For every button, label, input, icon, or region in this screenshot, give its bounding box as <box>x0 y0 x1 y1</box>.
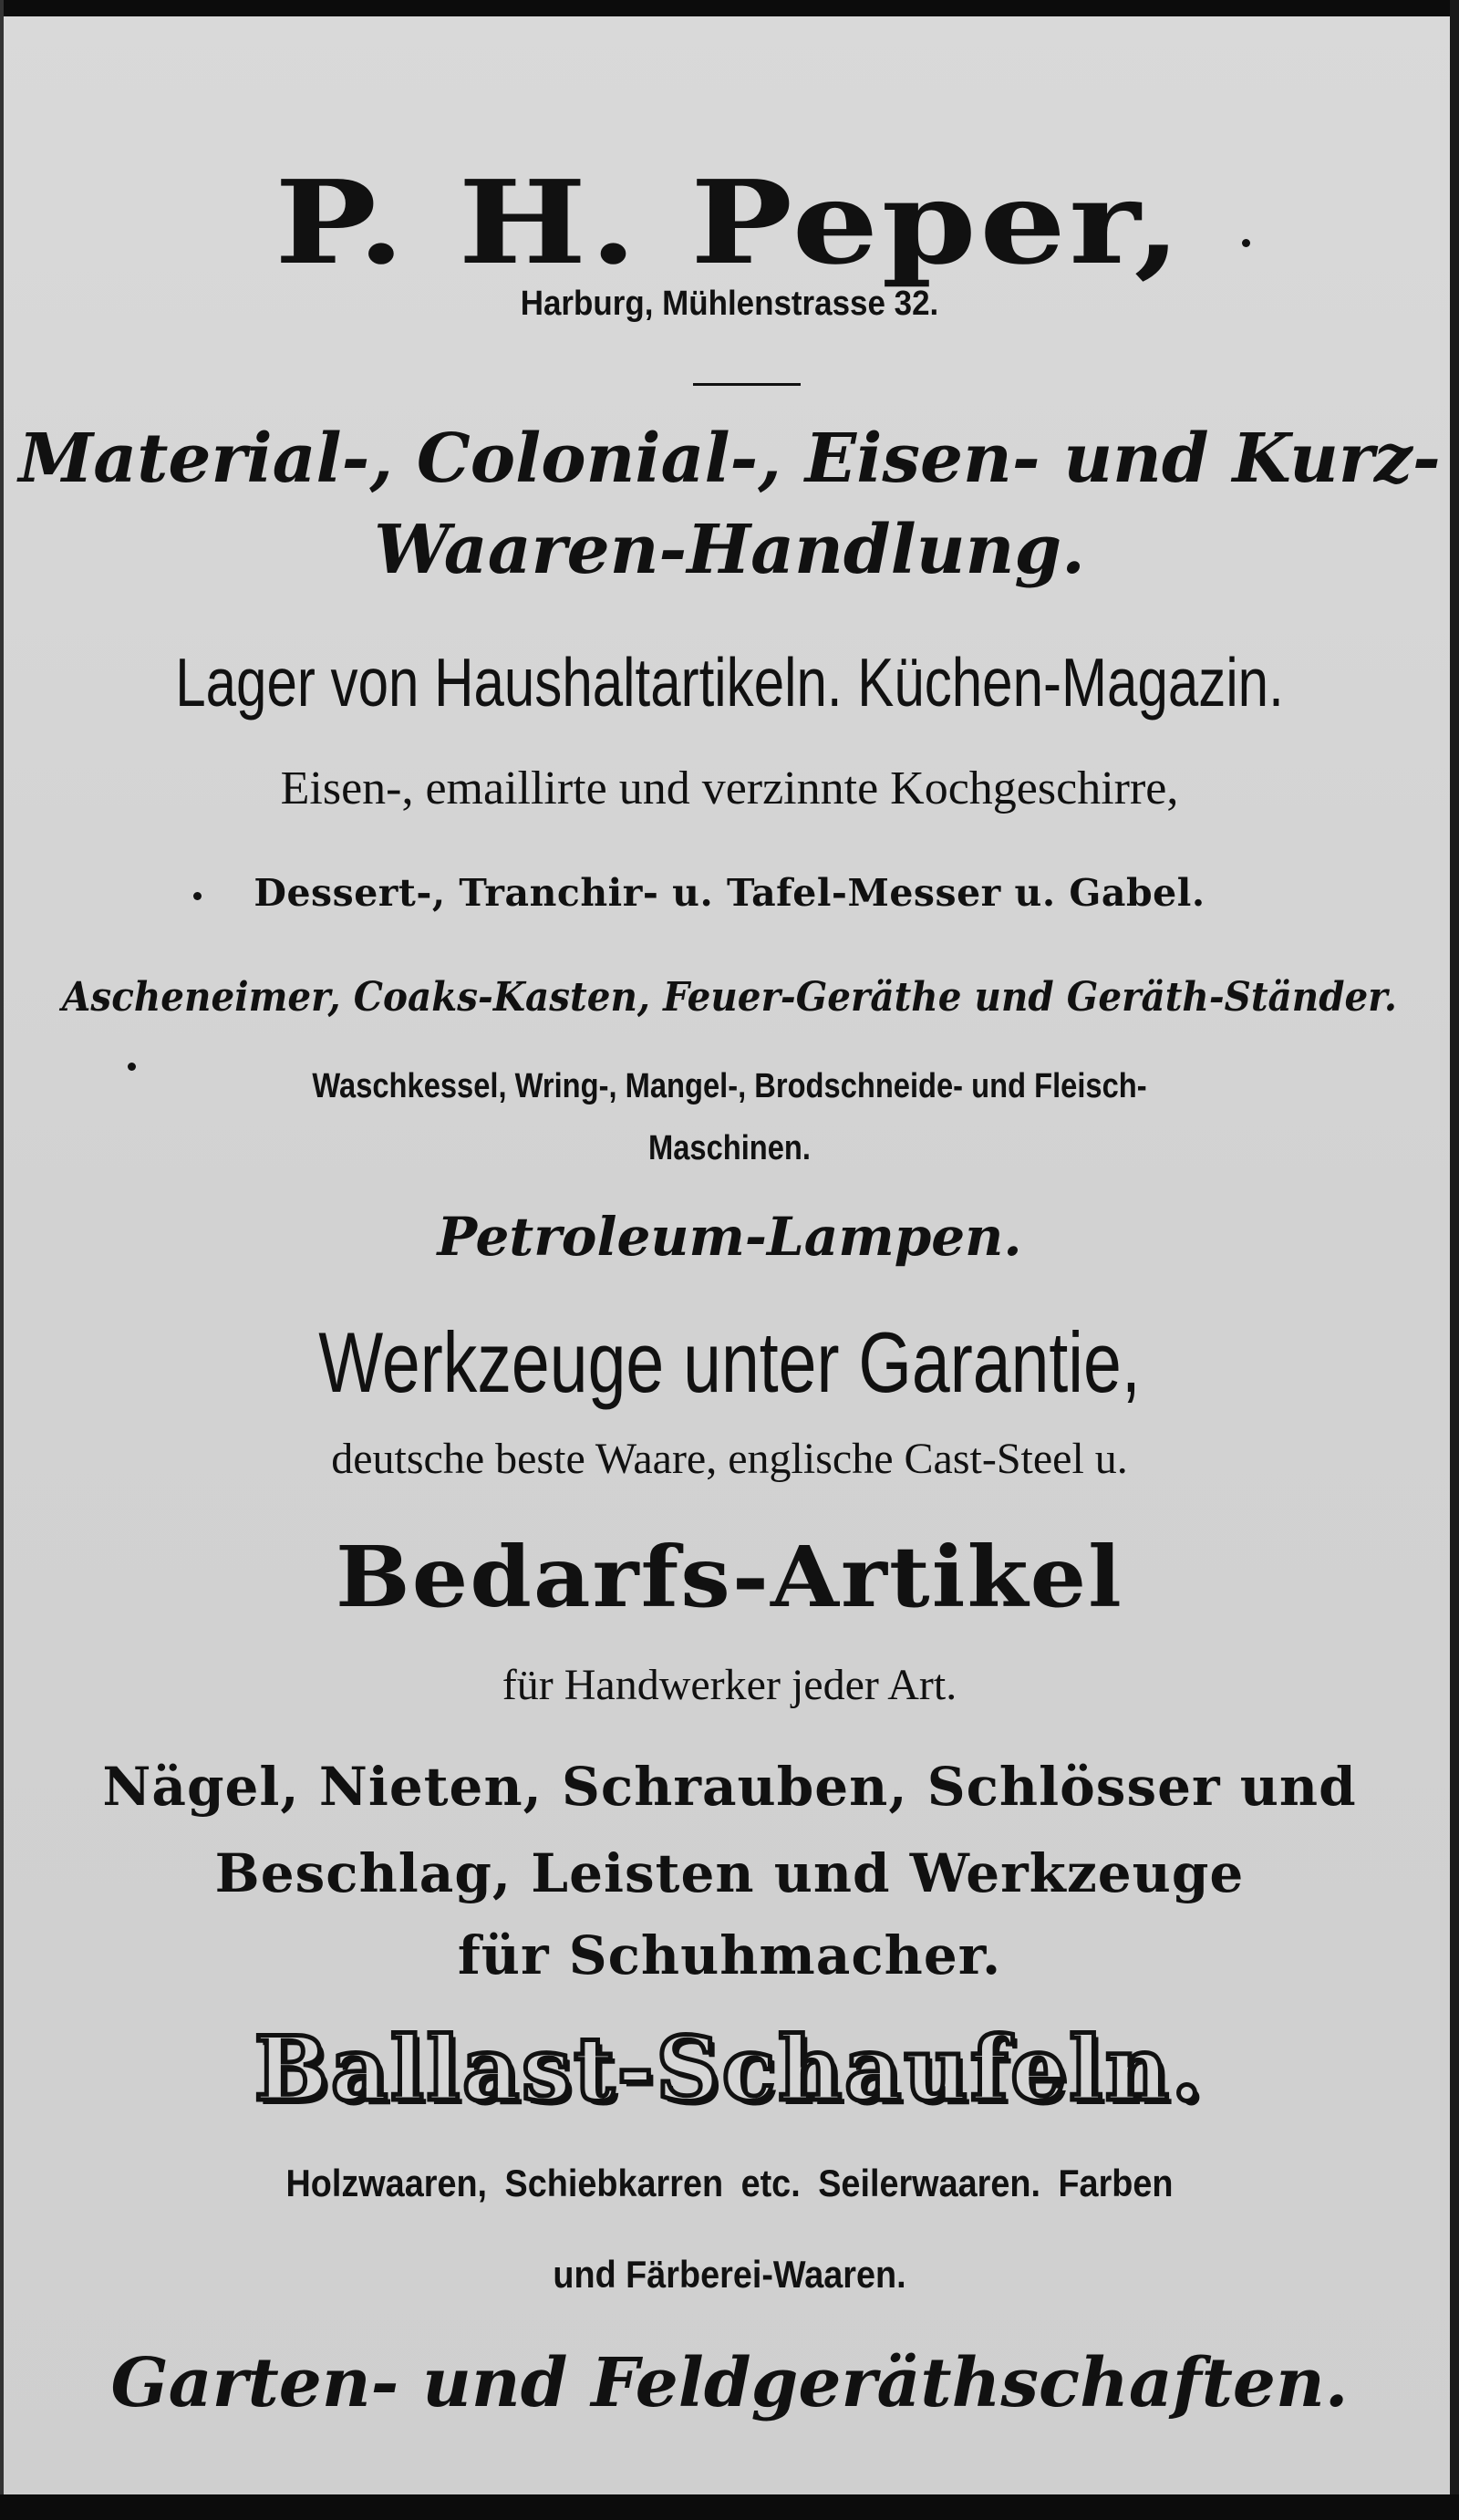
deutsche-line: deutsche beste Waare, englische Cast-Steel u. <box>331 1435 1128 1483</box>
bedarfs-heading: Bedarfs-Artikel <box>336 1528 1123 1626</box>
lager-line: Lager von Haushaltartikeln. Küchen-Magazin. <box>175 644 1284 721</box>
ballast-heading: Ballast-Schaufeln. <box>254 2017 1205 2121</box>
trade-heading-line1: Material-, Colonial-, Eisen- und Kurz- <box>18 420 1441 498</box>
firm-name: P. H. Peper, <box>274 155 1185 290</box>
scan-edge-top <box>0 0 1459 16</box>
firm-address: Harburg, Mühlenstrasse 32. <box>520 285 939 323</box>
faerberei-line: und Färberei-Waaren. <box>553 2253 906 2296</box>
ink-speck <box>193 892 202 900</box>
naegel-line3: für Schuhmacher. <box>457 1924 1002 1986</box>
trade-heading-line2: Waaren-Handlung. <box>374 511 1085 589</box>
ink-speck <box>1242 239 1250 247</box>
waschkessel-line2: Maschinen. <box>648 1129 811 1167</box>
ascheneimer-line: Ascheneimer, Coaks-Kasten, Feuer-Geräthe und Geräth-Ständer. <box>61 974 1397 1021</box>
waschkessel-line1: Waschkessel, Wring-, Mangel-, Brodschneide- und Fleisch- <box>312 1067 1147 1105</box>
eisen-line: Eisen-, emaillirte und verzinnte Kochgeschirre, <box>280 762 1179 814</box>
naegel-line1: Nägel, Nieten, Schrauben, Schlösser und <box>102 1756 1357 1818</box>
naegel-line2: Beschlag, Leisten und Werkzeuge <box>214 1842 1245 1904</box>
handwerker-line: für Handwerker jeder Art. <box>502 1661 957 1709</box>
divider-rule <box>693 383 801 386</box>
scan-edge-bottom <box>0 2494 1459 2520</box>
werkzeuge-line: Werkzeuge unter Garantie, <box>318 1314 1141 1410</box>
ink-speck <box>128 1063 136 1071</box>
petroleum-line: Petroleum-Lampen. <box>437 1206 1022 1268</box>
garten-line: Garten- und Feldgeräthschaften. <box>110 2344 1349 2422</box>
holzwaaren-line: Holzwaaren, Schiebkarren etc. Seilerwaaren. Farben <box>285 2162 1174 2204</box>
dessert-line: Dessert-, Tranchir- u. Tafel-Messer u. Gabel. <box>254 871 1205 915</box>
